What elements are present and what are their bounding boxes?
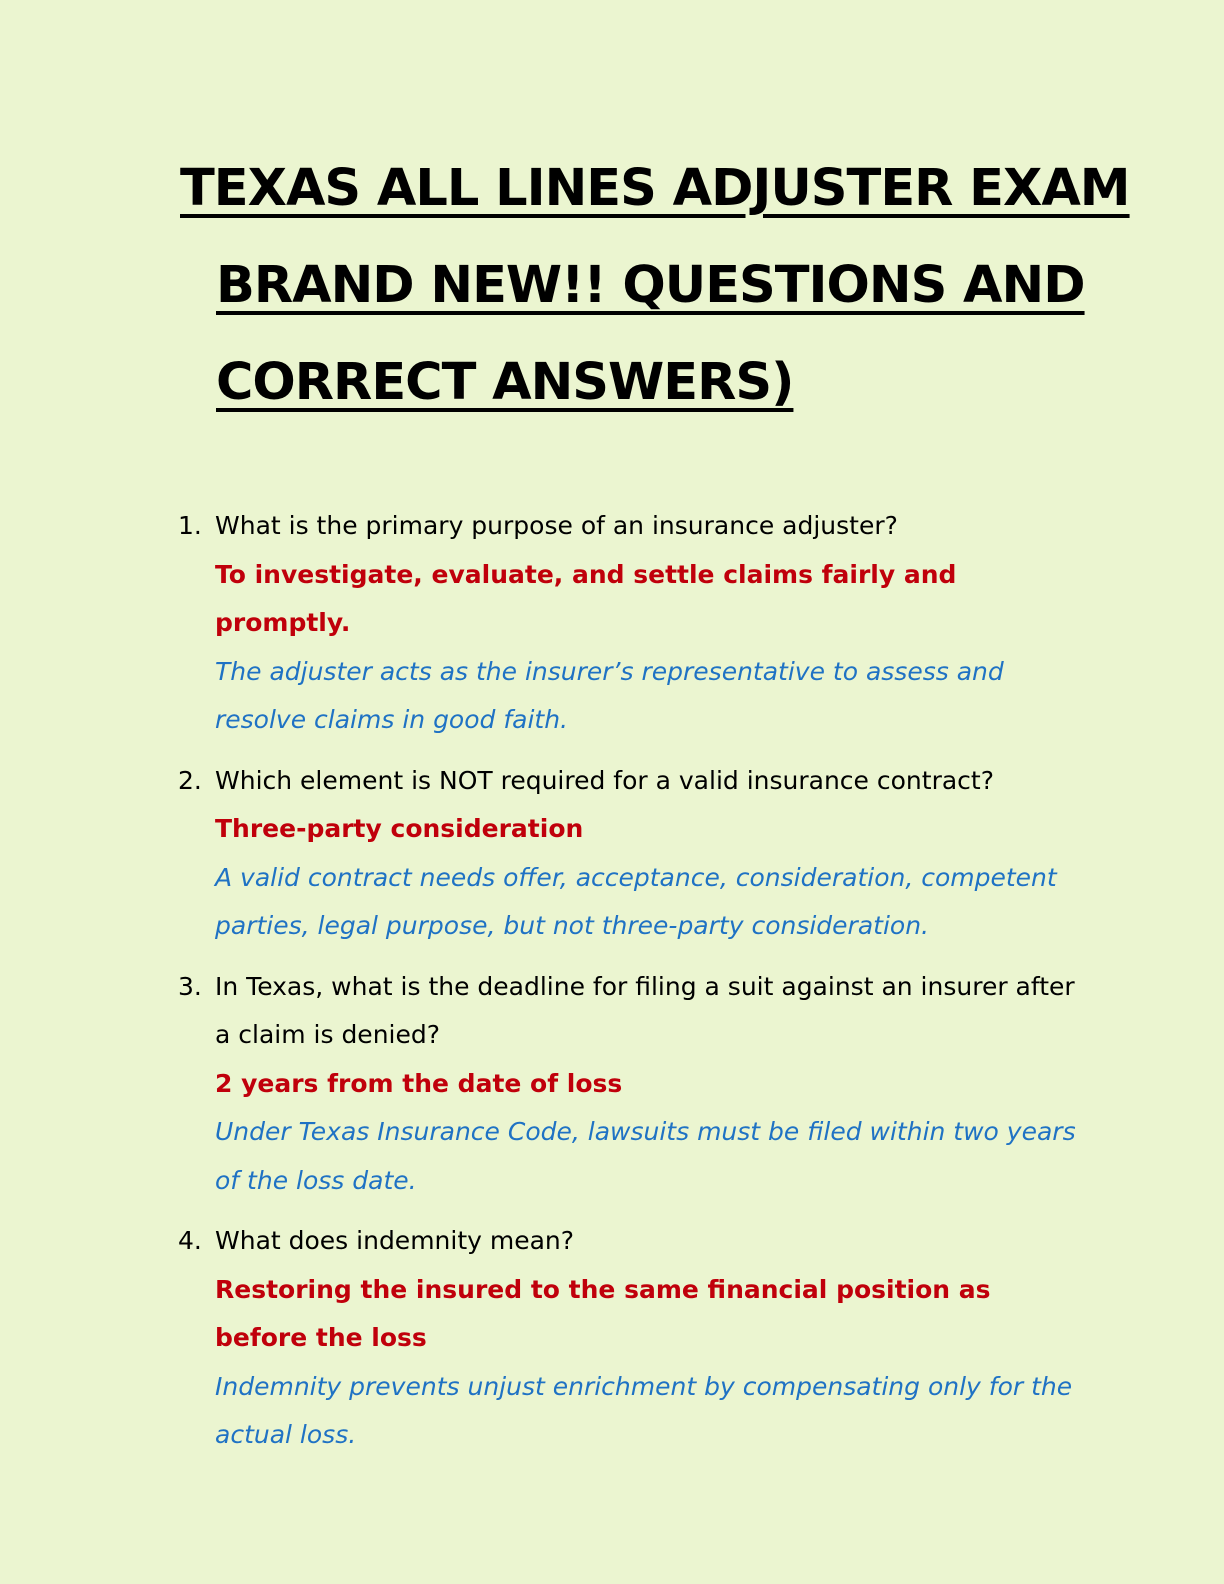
explanation-text: The adjuster acts as the insurer’s representative to assess and resolve claims in good faith. [215,656,1004,734]
question-number: 2. [178,765,202,795]
answer-text: Restoring the insured to the same financial position as before the loss [215,1274,991,1352]
title-line-2: BRAND NEW!! QUESTIONS AND [216,256,1085,315]
question-item-4 [178,1217,1078,1460]
question-number: 3. [178,971,202,1001]
explanation-text: A valid contract needs offer, acceptance, consideration, competent parties, legal purpose, but not three-party consideration. [215,862,1057,940]
question-number: 1. [178,511,202,540]
answer-text: Three-party consideration [215,814,584,843]
question-text: Which element is NOT required for a valid insurance contract? [215,765,994,795]
explanation-text: Under Texas Insurance Code, lawsuits must be filed within two years of the loss date. [215,1117,1076,1195]
title-line-1: TEXAS ALL LINES ADJUSTER EXAM [180,159,1130,218]
explanation-text: Indemnity prevents unjust enrichment by compensating only for the actual loss. [215,1371,1073,1449]
question-number: 4. [178,1226,202,1255]
answer-text: To investigate, evaluate, and settle claims fairly and promptly. [215,559,957,637]
question-list [178,502,1078,1472]
question-text: What does indemnity mean? [215,1226,575,1255]
question-text: What is the primary purpose of an insurance adjuster? [215,511,898,540]
question-item-3 [178,963,1078,1206]
answer-text: 2 years from the date of loss [215,1068,623,1098]
title-line-3: CORRECT ANSWERS) [216,353,794,412]
question-text: In Texas, what is the deadline for filing a suit against an insurer after a claim is denied? [215,971,1075,1049]
question-item-1 [178,502,1078,745]
document-title [180,140,1130,431]
question-item-2 [178,757,1078,951]
